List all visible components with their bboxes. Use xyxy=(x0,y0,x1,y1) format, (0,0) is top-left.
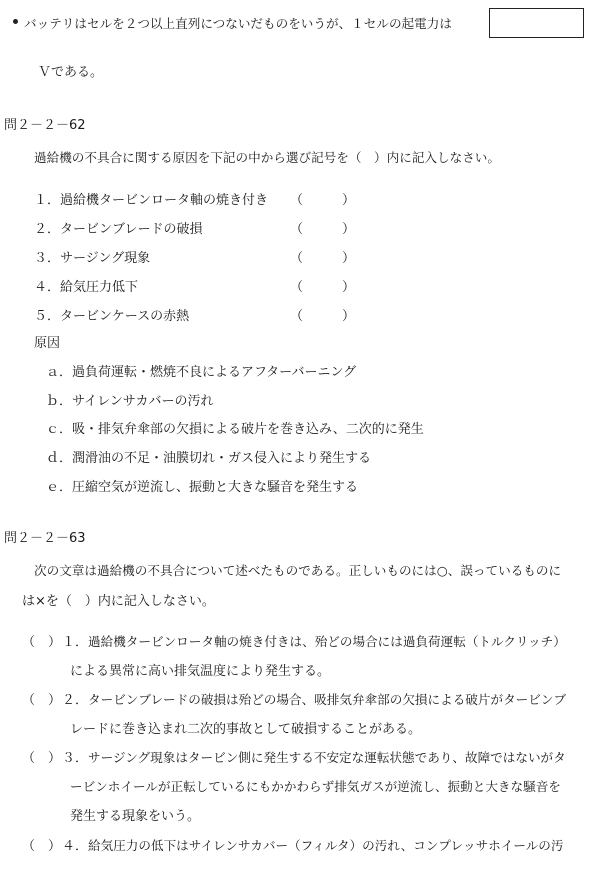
q62-item-num: １． xyxy=(34,193,61,208)
q63-item-line: サージング現象はタービン側に発生する不安定な運転状態であり、故障ではないがタ xyxy=(88,750,566,765)
cause-text: サイレンサカバーの汚れ xyxy=(72,394,214,409)
q62-item-num: ３． xyxy=(34,251,61,266)
q63-item-line: 発生する現象をいう。 xyxy=(70,809,201,824)
q62-title: 問２－２－62 xyxy=(4,118,86,133)
cause-letter: ｃ． xyxy=(46,422,73,437)
q63-item-paren[interactable]: （ ） xyxy=(22,693,62,708)
q62-item-text: 給気圧力低下 xyxy=(60,280,139,295)
q62-causes-label: 原因 xyxy=(34,336,61,351)
q63-item-line: ービンホイールが正転しているにもかかわらず排気ガスが逆流し、振動と大きな騒音を xyxy=(70,779,561,794)
q62-instruction: 過給機の不具合に関する原因を下記の中から選び記号を（ ）内に記入しなさい。 xyxy=(34,150,500,165)
q63-instruction-line2: は×を（ ）内に記入しなさい。 xyxy=(22,594,215,609)
q63-instruction-line1: 次の文章は過給機の不具合について述べたものである。正しいものには○、誤っているものに xyxy=(34,563,562,578)
answer-box[interactable] xyxy=(489,8,584,38)
q62-item-text: サージング現象 xyxy=(60,251,151,266)
cause-letter: ｄ． xyxy=(46,451,73,466)
top-line2: Ｖである。 xyxy=(38,65,104,80)
q62-item-paren[interactable]: （ ） xyxy=(290,222,356,237)
q63-item-line: タービンブレードの破損は殆どの場合、吸排気弁傘部の欠損による破片がタービンブ xyxy=(88,692,567,707)
q63-item-line: 給気圧力の低下はサイレンサカバー（フィルタ）の汚れ、コンプレッサホイールの汚 xyxy=(88,838,564,853)
q63-item-paren[interactable]: （ ） xyxy=(22,751,62,766)
bullet-icon xyxy=(13,19,18,24)
q62-item-num: ２． xyxy=(34,222,61,237)
cause-text: 過負荷運転・燃焼不良によるアフターバーニング xyxy=(72,365,357,380)
q63-item-num: １． xyxy=(62,635,89,650)
q62-item-paren[interactable]: （ ） xyxy=(290,251,356,266)
q63-item-line: 過給機タービンロータ軸の焼き付きは、殆どの場合には過負荷運転（トルクリッチ） xyxy=(88,634,566,649)
q62-item-num: ４． xyxy=(34,280,61,295)
q62-item-text: タービンブレードの破損 xyxy=(60,222,203,237)
cause-text: 吸・排気弁傘部の欠損による破片を巻き込み、二次的に発生 xyxy=(72,422,424,437)
cause-letter: ａ． xyxy=(46,365,73,380)
q63-item-num: ３． xyxy=(62,751,89,766)
q62-item-text: タービンケースの赤熱 xyxy=(60,309,190,324)
cause-letter: ｅ． xyxy=(46,480,73,495)
q63-item-paren[interactable]: （ ） xyxy=(22,635,62,650)
cause-text: 圧縮空気が逆流し、振動と大きな騒音を発生する xyxy=(72,480,359,495)
q62-item-paren[interactable]: （ ） xyxy=(290,193,356,208)
q62-item-paren[interactable]: （ ） xyxy=(290,309,356,324)
q63-item-paren[interactable]: （ ） xyxy=(22,839,62,854)
q63-title: 問２－２－63 xyxy=(4,531,86,546)
cause-text: 潤滑油の不足・油膜切れ・ガス侵入により発生する xyxy=(72,451,372,466)
q62-item-num: ５． xyxy=(34,309,61,324)
top-line1: バッテリはセルを２つ以上直列につないだものをいうが、１セルの起電力は xyxy=(24,16,452,31)
q63-item-line: による異常に高い排気温度により発生する。 xyxy=(70,664,331,679)
q62-item-paren[interactable]: （ ） xyxy=(290,280,356,295)
q62-item-text: 過給機タービンロータ軸の焼き付き xyxy=(60,193,269,208)
q63-item-num: ２． xyxy=(62,693,89,708)
cause-letter: ｂ． xyxy=(46,394,73,409)
q63-item-num: ４． xyxy=(62,839,89,854)
q63-item-line: レードに巻き込まれ二次的事故として破損することがある。 xyxy=(70,722,422,737)
